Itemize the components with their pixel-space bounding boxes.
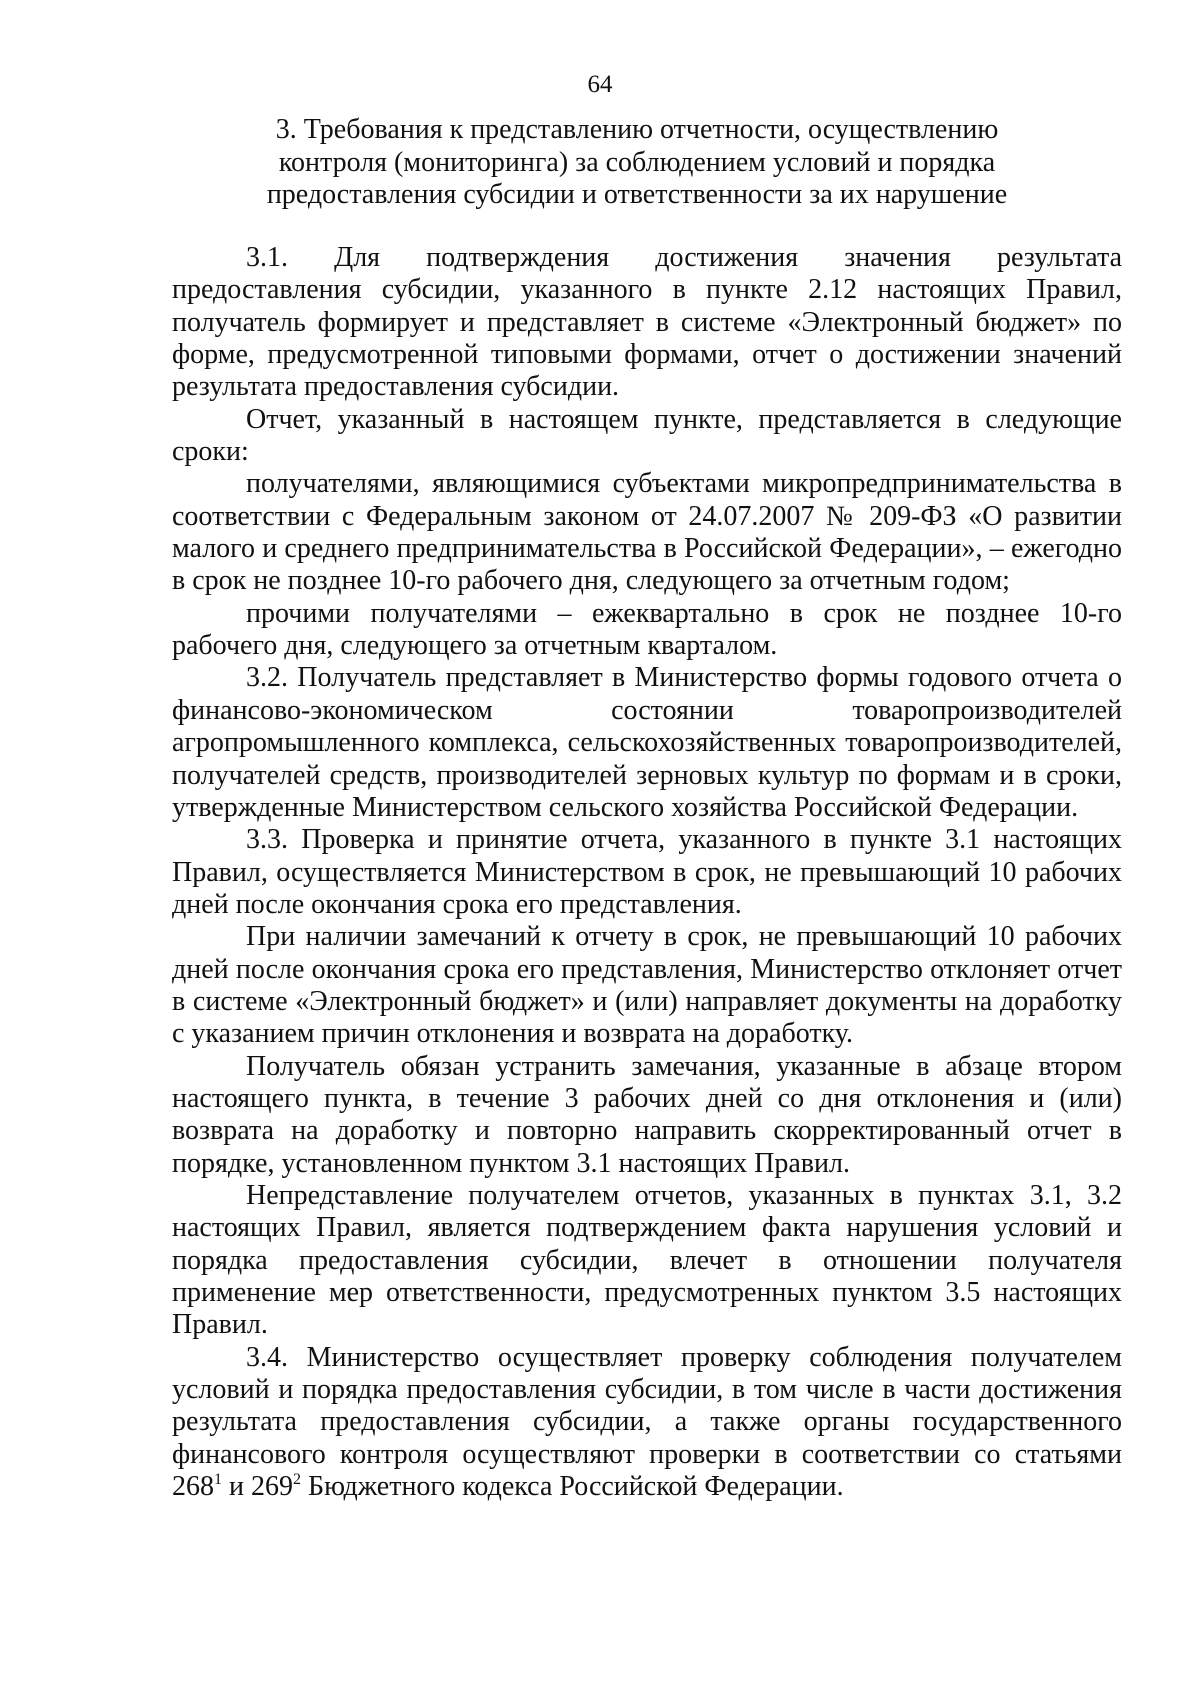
paragraph-report-deadlines: Отчет, указанный в настоящем пункте, представляется в следующие сроки: (172, 403, 1122, 468)
document-body (172, 242, 1122, 1503)
paragraph-3-4-text: 3.4. Министерство осуществляет проверку соблюдения получателем условий и порядка предоставления субсидии, в том числе в части достижения результата предоставления субсидии, а также органы государственного финансового контроля осуществляют проверки в соответствии со статьями 268 (172, 1341, 1122, 1503)
paragraph-3-2: 3.2. Получатель представляет в Министерство формы годового отчета о финансово-экономическом состоянии товаропроизводителей агропромышленного комплекса, сельскохозяйственных товаропроизводителей, получателей средств, производителей зерновых культур по формам и в сроки, утвержденные Министерством сельского хозяйства Российской Федерации. (172, 662, 1122, 823)
paragraph-remarks: При наличии замечаний к отчету в срок, не превышающий 10 рабочих дней после окончания срока его представления, Министерство отклоняет отчет в системе «Электронный бюджет» и (или) направляет документы на доработку с указанием причин отклонения и возврата на доработку. (172, 921, 1122, 1050)
paragraph-3-1: 3.1. Для подтверждения достижения значения результата предоставления субсидии, указанного в пункте 2.12 настоящих Правил, получатель формирует и представляет в системе «Электронный бюджет» по форме, предусмотренной типовыми формами, отчет о достижении значений результата предоставления субсидии. (172, 242, 1122, 403)
paragraph-non-submission: Непредставление получателем отчетов, указанных в пунктах 3.1, 3.2 настоящих Правил, является подтверждением факта нарушения условий и порядка предоставления субсидии, влечет в отношении получателя применение мер ответственности, предусмотренных пунктом 3.5 настоящих Правил. (172, 1179, 1122, 1341)
superscript-two: 2 (292, 1471, 301, 1489)
superscript-one: 1 (214, 1471, 222, 1489)
paragraph-corrections: Получатель обязан устранить замечания, указанные в абзаце втором настоящего пункта, в течение 3 рабочих дней со дня отклонения и (или) возврата на доработку и повторно направить скорректированный отчет в порядке, установленном пунктом 3.1 настоящих Правил. (172, 1050, 1122, 1179)
page-number: 64 (587, 71, 613, 98)
paragraph-micro-entrepreneurs: получателями, являющимися субъектами микропредпринимательства в соответствии с Федеральным законом от 24.07.2007 № 209-ФЗ «О развитии малого и среднего предпринимательства в Российской Федерации», – ежегодно в срок не позднее 10-го рабочего дня, следующего за отчетным годом; (172, 468, 1122, 597)
heading-line: контроля (мониторинга) за соблюдением условий и порядка (278, 146, 996, 178)
paragraph-3-4-text: Бюджетного кодекса Российской Федерации. (300, 1471, 844, 1503)
section-heading (240, 114, 1034, 212)
paragraph-3-4-text: и 269 (222, 1471, 293, 1503)
paragraph-3-4 (172, 1342, 1122, 1504)
paragraph-3-3: 3.3. Проверка и принятие отчета, указанного в пункте 3.1 настоящих Правил, осуществляется Министерством в срок, не превышающий 10 рабочих дней после окончания срока его представления. (172, 824, 1122, 920)
heading-line: предоставления субсидии и ответственности за их нарушение (266, 179, 1008, 210)
heading-line: 3. Требования к представлению отчетности, осуществлению (275, 114, 999, 145)
paragraph-other-recipients: прочими получателями – ежеквартально в срок не позднее 10-го рабочего дня, следующего за отчетным кварталом. (172, 597, 1122, 662)
